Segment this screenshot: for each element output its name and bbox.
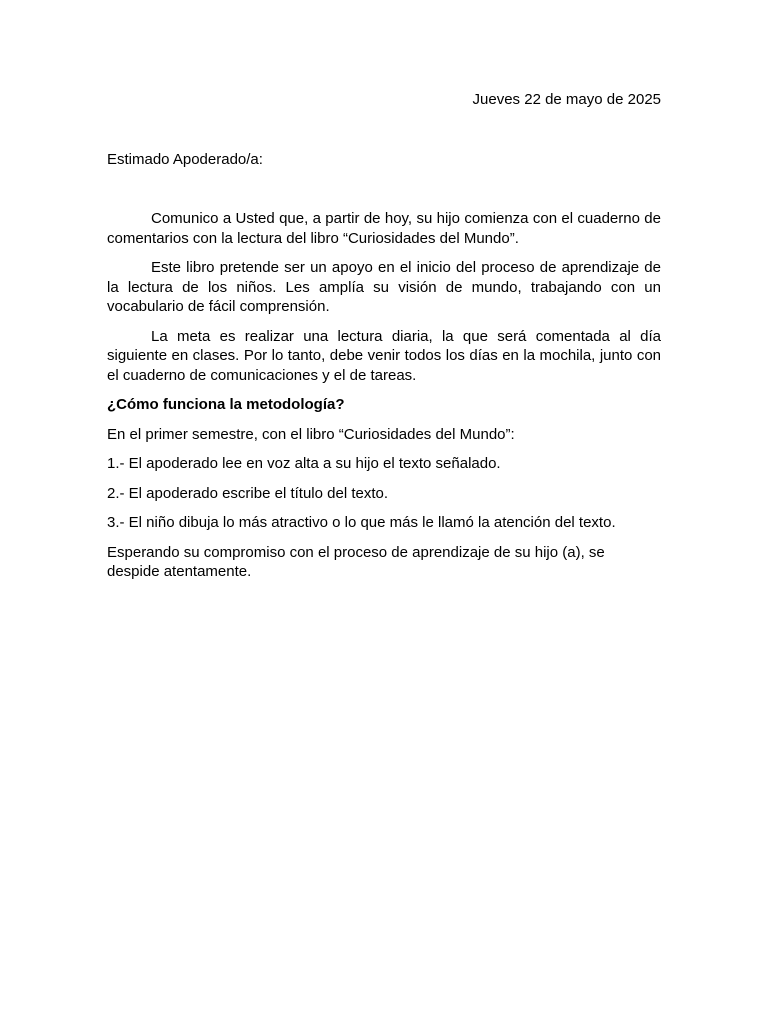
paragraph-book-purpose: Este libro pretende ser un apoyo en el inicio del proceso de aprendizaje de la lectura de los niños. Les amplía su visión de mundo, trabajando con un vocabulario de fácil comprensión. bbox=[107, 259, 661, 315]
letter-greeting: Estimado Apoderado/a: bbox=[107, 151, 263, 168]
section-heading: ¿Cómo funciona la metodología? bbox=[107, 396, 345, 413]
step-item: 1.- El apoderado lee en voz alta a su hijo el texto señalado. bbox=[107, 455, 501, 472]
letter-date: Jueves 22 de mayo de 2025 bbox=[472, 91, 661, 108]
paragraph-daily-goal: La meta es realizar una lectura diaria, la que será comentada al día siguiente en clases. Por lo tanto, debe venir todos los días en la mochila, junto con el cuaderno de comunicaciones y el de tareas. bbox=[107, 327, 661, 384]
step-item: 3.- El niño dibuja lo más atractivo o lo que más le llamó la atención del texto. bbox=[107, 514, 616, 531]
closing-text: Esperando su compromiso con el proceso de aprendizaje de su hijo (a), se despide atentamente. bbox=[107, 543, 605, 580]
letter-body bbox=[107, 209, 661, 582]
paragraph-intro: Comunico a Usted que, a partir de hoy, su hijo comienza con el cuaderno de comentarios con la lectura del libro “Curiosidades del Mundo”. bbox=[107, 210, 661, 247]
methodology-intro: En el primer semestre, con el libro “Curiosidades del Mundo”: bbox=[107, 425, 515, 443]
step-item: 2.- El apoderado escribe el título del texto. bbox=[107, 484, 389, 502]
